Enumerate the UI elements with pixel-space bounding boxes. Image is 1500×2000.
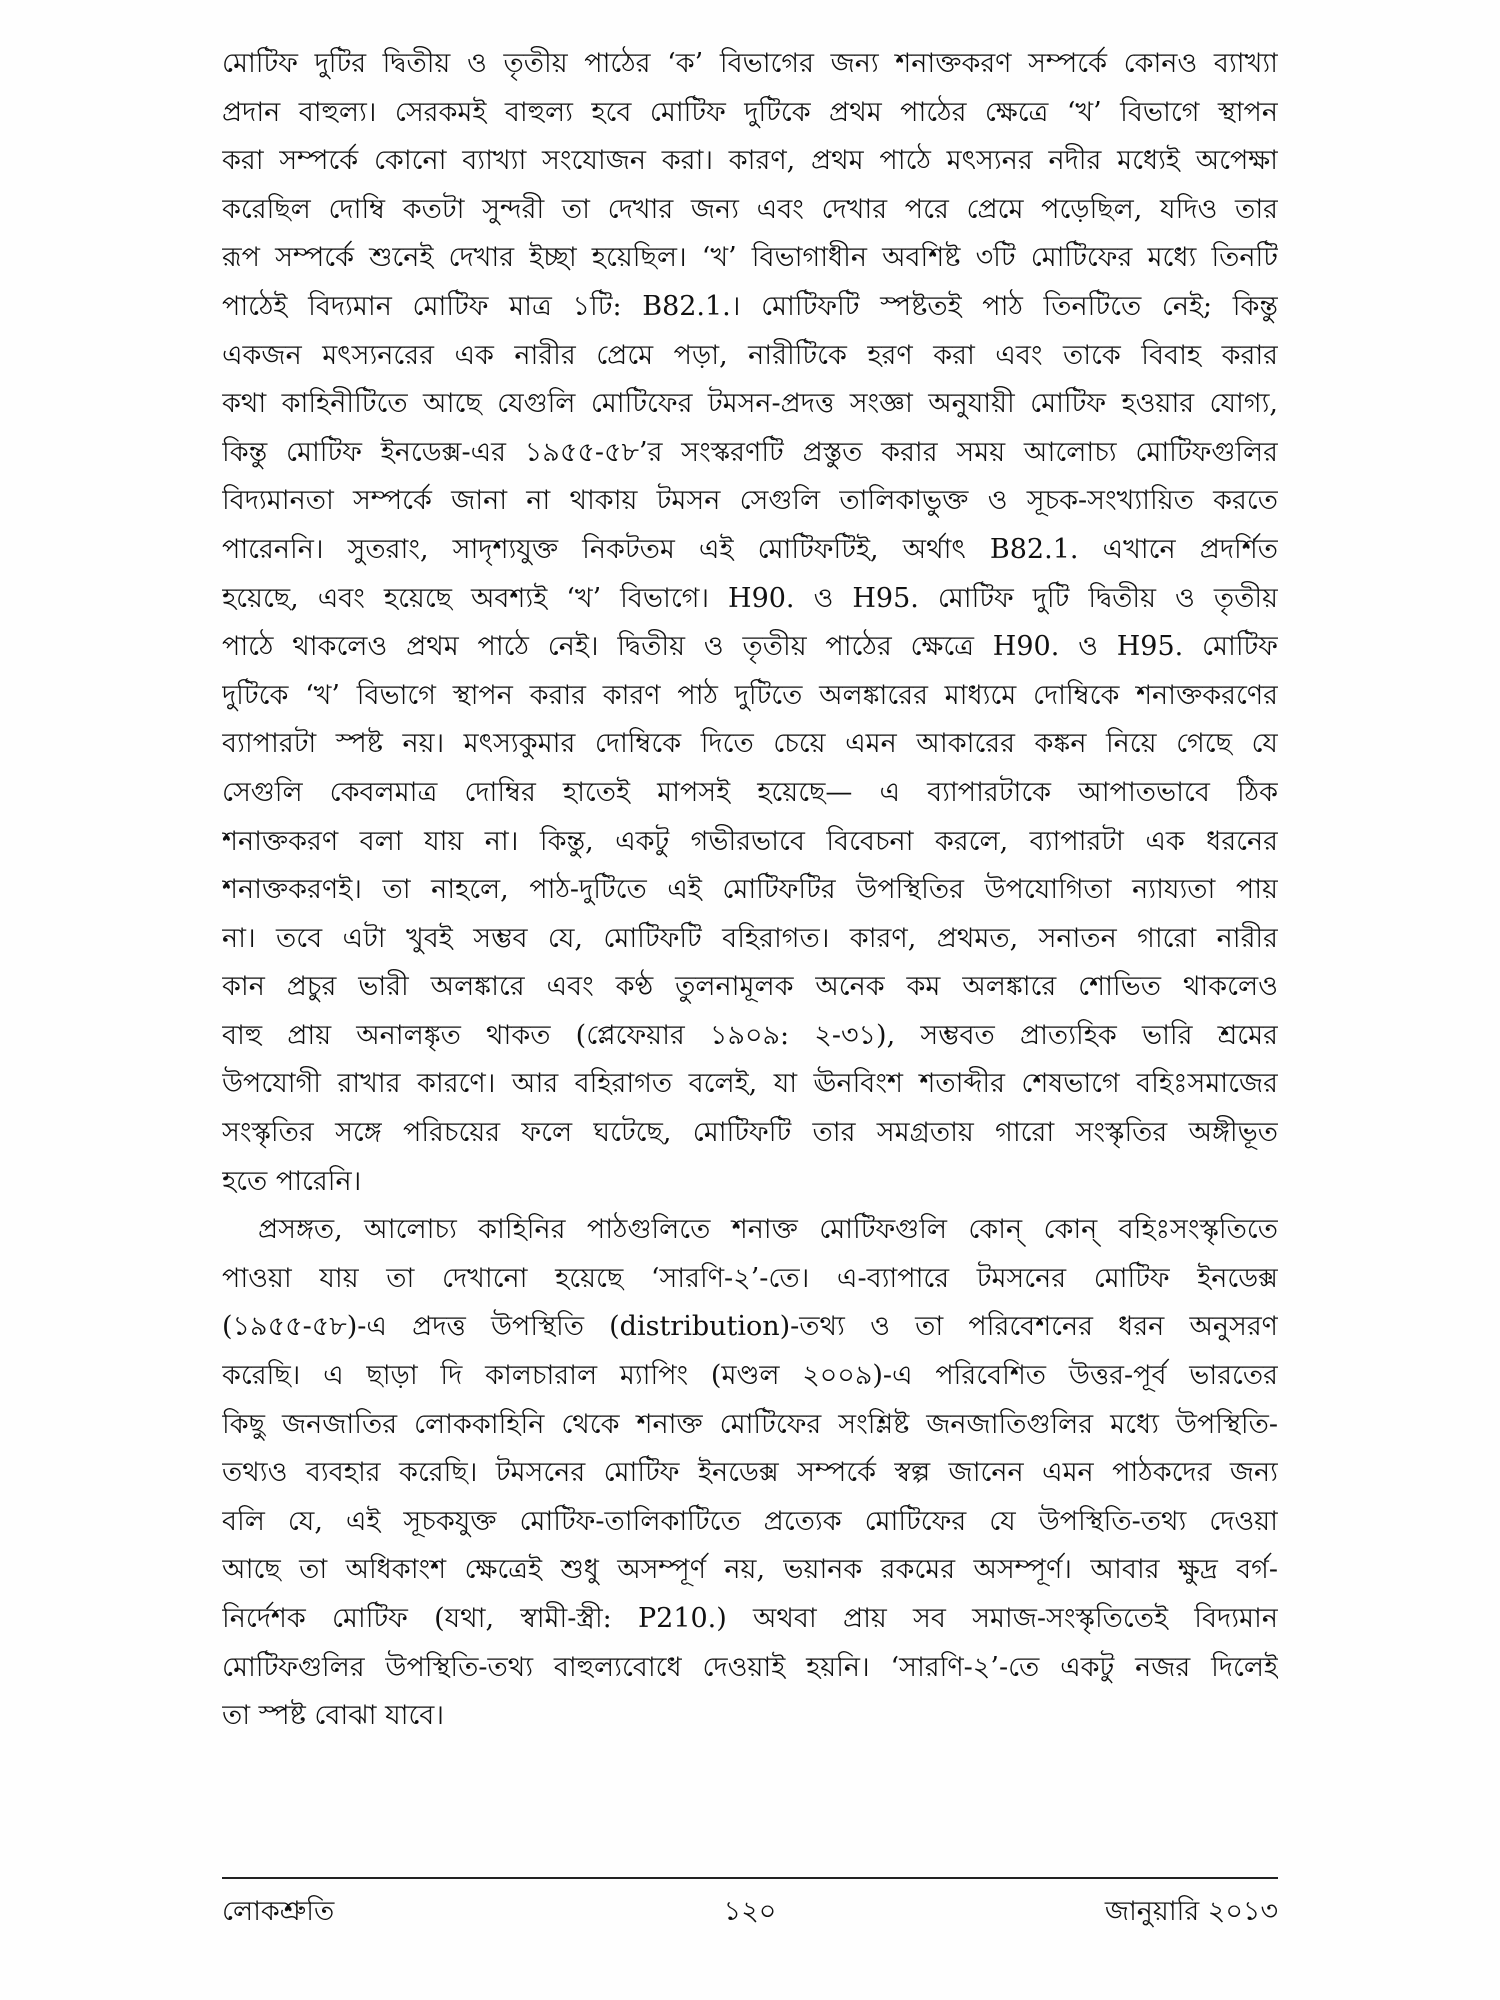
- text-line: কান প্রচুর ভারী অলঙ্কারে এবং কণ্ঠ তুলনামূলক অনেক কম অলঙ্কারে শোভিত থাকলেও: [222, 971, 1278, 1003]
- text-line: ব্যাপারটা স্পষ্ট নয়। মৎস্যকুমার দোম্বিকে দিতে চেয়ে এমন আকারের কঙ্কন নিয়ে গেছে যে: [222, 728, 1278, 760]
- text-line: শনাক্তকরণ বলা যায় না। কিন্তু, একটু গভীরভাবে বিবেচনা করলে, ব্যাপারটা এক ধরনের: [222, 825, 1278, 857]
- text-line: উপযোগী রাখার কারণে। আর বহিরাগত বলেই, যা ঊনবিংশ শতাব্দীর শেষভাগে বহিঃসমাজের: [222, 1068, 1278, 1100]
- text-line: সেগুলি কেবলমাত্র দোম্বির হাতেই মাপসই হয়েছে— এ ব্যাপারটাকে আপাতভাবে ঠিক: [222, 776, 1278, 808]
- text-line: পাঠে থাকলেও প্রথম পাঠে নেই। দ্বিতীয় ও তৃতীয় পাঠের ক্ষেত্রে H90. ও H95. মোটিফ: [222, 631, 1278, 663]
- text-line: প্রদান বাহুল্য। সেরকমই বাহুল্য হবে মোটিফ দুটিকে প্রথম পাঠের ক্ষেত্রে ‘খ’ বিভাগে স্থাপন: [222, 96, 1278, 128]
- text-line: সংস্কৃতির সঙ্গে পরিচয়ের ফলে ঘটেছে, মোটিফটি তার সমগ্রতায় গারো সংস্কৃতির অঙ্গীভূত: [222, 1117, 1278, 1149]
- text-line: করেছিল দোম্বি কতটা সুন্দরী তা দেখার জন্য এবং দেখার পরে প্রেমে পড়েছিল, যদিও তার: [222, 193, 1278, 225]
- text-line: কিছু জনজাতির লোককাহিনি থেকে শনাক্ত মোটিফের সংশ্লিষ্ট জনজাতিগুলির মধ্যে উপস্থিতি-: [222, 1408, 1278, 1440]
- text-line: করেছি। এ ছাড়া দি কালচারাল ম্যাপিং (মণ্ডল ২০০৯)-এ পরিবেশিত উত্তর-পূর্ব ভারতের: [222, 1360, 1278, 1392]
- text-line: পারেননি। সুতরাং, সাদৃশ্যযুক্ত নিকটতম এই মোটিফটিই, অর্থাৎ B82.1. এখানে প্রদর্শিত: [222, 533, 1278, 565]
- text-line: বাহু প্রায় অনালঙ্কৃত থাকত (প্লেফেয়ার ১৯০৯: ২-৩১), সম্ভবত প্রাত্যহিক ভারি শ্রমের: [222, 1019, 1278, 1051]
- text-line: আছে তা অধিকাংশ ক্ষেত্রেই শুধু অসম্পূর্ণ নয়, ভয়ানক রকমের অসম্পূর্ণ। আবার ক্ষুদ্র বর্গ-: [222, 1554, 1278, 1586]
- text-line: বিদ্যমানতা সম্পর্কে জানা না থাকায় টমসন সেগুলি তালিকাভুক্ত ও সূচক-সংখ্যায়িত করতে: [222, 485, 1278, 517]
- text-line: দুটিকে ‘খ’ বিভাগে স্থাপন করার কারণ পাঠ দুটিতে অলঙ্কারের মাধ্যমে দোম্বিকে শনাক্তকরণের: [222, 679, 1278, 711]
- issue-date: জানুয়ারি ২০১৩: [1104, 1896, 1278, 1927]
- page-footer: [222, 1892, 1278, 1932]
- text-line: কথা কাহিনীটিতে আছে যেগুলি মোটিফের টমসন-প্রদত্ত সংজ্ঞা অনুযায়ী মোটিফ হওয়ার যোগ্য,: [222, 388, 1278, 420]
- body-text: [222, 40, 1278, 1741]
- text-line: (১৯৫৫-৫৮)-এ প্রদত্ত উপস্থিতি (distribution)-তথ্য ও তা পরিবেশনের ধরন অনুসরণ: [222, 1311, 1278, 1343]
- text-line: মোটিফগুলির উপস্থিতি-তথ্য বাহুল্যবোধে দেওয়াই হয়নি। ‘সারণি-২’-তে একটু নজর দিলেই: [222, 1651, 1278, 1683]
- text-line: মোটিফ দুটির দ্বিতীয় ও তৃতীয় পাঠের ‘ক’ বিভাগের জন্য শনাক্তকরণ সম্পর্কে কোনও ব্যাখ্যা: [222, 48, 1278, 79]
- page-number: ১২০: [723, 1896, 777, 1927]
- text-line: প্রসঙ্গত, আলোচ্য কাহিনির পাঠগুলিতে শনাক্ত মোটিফগুলি কোন্ কোন্ বহিঃসংস্কৃতিতে: [258, 1214, 1278, 1246]
- text-line: না। তবে এটা খুবই সম্ভব যে, মোটিফটি বহিরাগত। কারণ, প্রথমত, সনাতন গারো নারীর: [222, 922, 1278, 954]
- text-line: হয়েছে, এবং হয়েছে অবশ্যই ‘খ’ বিভাগে। H90. ও H95. মোটিফ দুটি দ্বিতীয় ও তৃতীয়: [222, 582, 1278, 614]
- text-line: পাওয়া যায় তা দেখানো হয়েছে ‘সারণি-২’-তে। এ-ব্যাপারে টমসনের মোটিফ ইনডেক্স: [222, 1262, 1278, 1294]
- text-line: হতে পারেনি।: [222, 1165, 362, 1197]
- text-line: তা স্পষ্ট বোঝা যাবে।: [222, 1700, 444, 1732]
- journal-name: লোকশ্রুতি: [222, 1896, 335, 1927]
- footer-divider: [222, 1877, 1278, 1879]
- text-line: পাঠেই বিদ্যমান মোটিফ মাত্র ১টি: B82.1.। মোটিফটি স্পষ্টতই পাঠ তিনটিতে নেই; কিন্তু: [222, 290, 1278, 322]
- text-line: একজন মৎস্যনরের এক নারীর প্রেমে পড়া, নারীটিকে হরণ করা এবং তাকে বিবাহ করার: [222, 339, 1278, 371]
- text-line: করা সম্পর্কে কোনো ব্যাখ্যা সংযোজন করা। কারণ, প্রথম পাঠে মৎস্যনর নদীর মধ্যেই অপেক্ষা: [222, 145, 1278, 177]
- text-line: নির্দেশক মোটিফ (যথা, স্বামী-স্ত্রী: P210.) অথবা প্রায় সব সমাজ-সংস্কৃতিতেই বিদ্যমান: [222, 1603, 1278, 1634]
- text-line: বলি যে, এই সূচকযুক্ত মোটিফ-তালিকাটিতে প্রত্যেক মোটিফের যে উপস্থিতি-তথ্য দেওয়া: [222, 1505, 1278, 1537]
- text-line: রূপ সম্পর্কে শুনেই দেখার ইচ্ছা হয়েছিল। ‘খ’ বিভাগাধীন অবশিষ্ট ৩টি মোটিফের মধ্যে তিনটি: [222, 242, 1278, 274]
- text-line: শনাক্তকরণই। তা নাহলে, পাঠ-দুটিতে এই মোটিফটির উপস্থিতির উপযোগিতা ন্যায্যতা পায়: [222, 874, 1278, 906]
- text-line: তথ্যও ব্যবহার করেছি। টমসনের মোটিফ ইনডেক্স সম্পর্কে স্বল্প জানেন এমন পাঠকদের জন্য: [222, 1457, 1278, 1489]
- text-line: কিন্তু মোটিফ ইনডেক্স-এর ১৯৫৫-৫৮’র সংস্করণটি প্রস্তুত করার সময় আলোচ্য মোটিফগুলির: [222, 436, 1278, 468]
